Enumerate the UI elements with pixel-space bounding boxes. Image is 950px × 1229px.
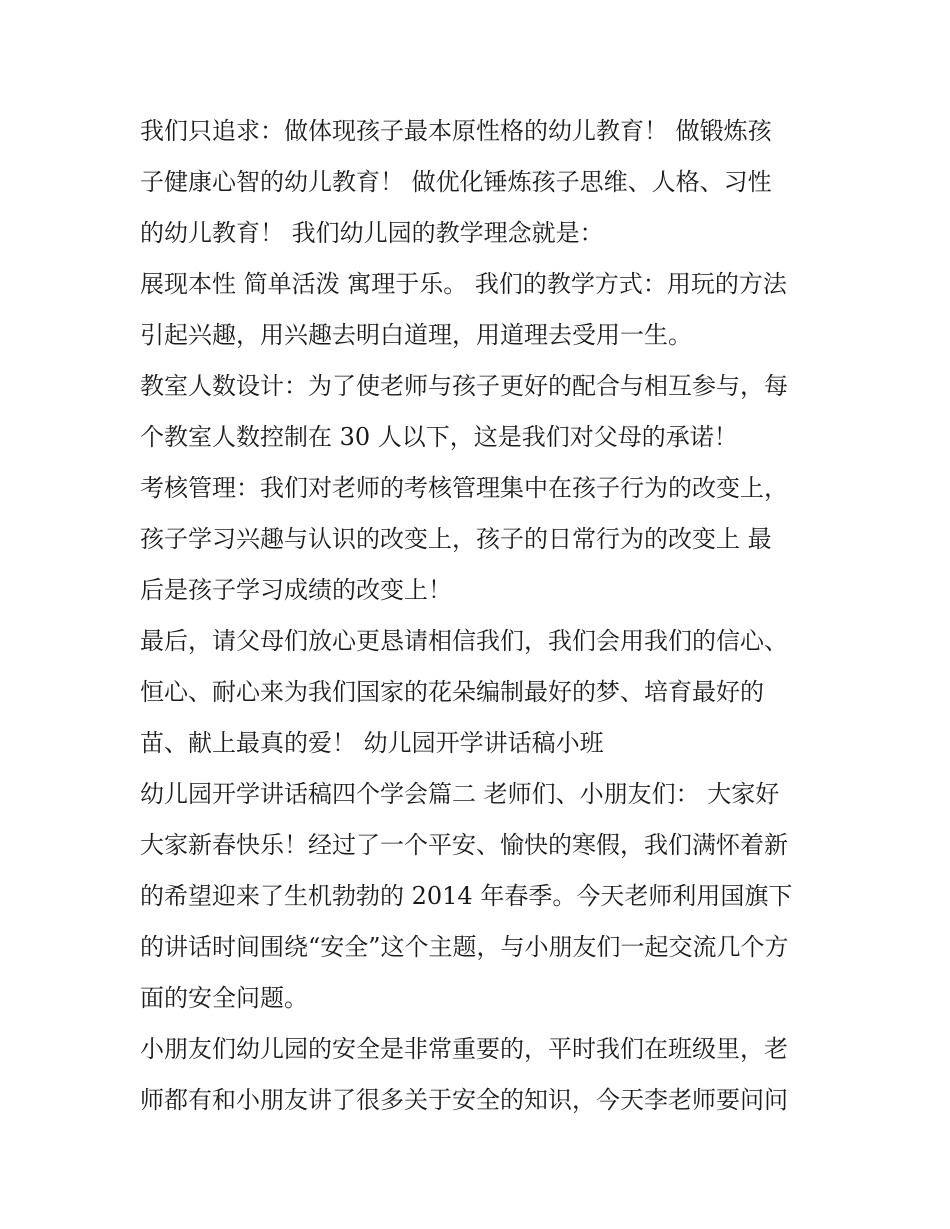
text-line: 考核管理：我们对老师的考核管理集中在孩子行为的改变上， [140, 474, 788, 502]
text-line: 的幼儿教育！ 我们幼儿园的教学理念就是： [140, 219, 604, 247]
text-line: 师都有和小朋友讲了很多关于安全的知识，今天李老师要问问 [140, 1086, 788, 1114]
text-line: 幼儿园开学讲话稿四个学会篇二 老师们、小朋友们： 大家好 [140, 780, 780, 808]
text-line: 的讲话时间围绕“安全”这个主题，与小朋友们一起交流几个方 [140, 933, 789, 961]
text-line: 大家新春快乐！经过了一个平安、愉快的寒假，我们满怀着新 [140, 831, 788, 859]
text-line: 我们只追求：做体现孩子最本原性格的幼儿教育！ 做锻炼孩 [140, 117, 772, 145]
text-line: 恒心、耐心来为我们国家的花朵编制最好的梦、培育最好的 [140, 678, 764, 706]
text-line: 孩子学习兴趣与认识的改变上，孩子的日常行为的改变上 最 [140, 525, 772, 553]
text-line: 小朋友们幼儿园的安全是非常重要的，平时我们在班级里，老 [140, 1035, 788, 1063]
text-line: 最后，请父母们放心更恳请相信我们，我们会用我们的信心、 [140, 627, 788, 655]
text-line: 苗、献上最真的爱！ 幼儿园开学讲话稿小班 [140, 729, 604, 757]
text-line: 后是孩子学习成绩的改变上！ [140, 576, 452, 604]
text-line: 的希望迎来了生机勃勃的 2014 年春季。今天老师利用国旗下 [140, 882, 793, 910]
text-line: 个教室人数控制在 30 人以下，这是我们对父母的承诺！ [140, 423, 738, 451]
text-line: 引起兴趣，用兴趣去明白道理，用道理去受用一生。 [140, 321, 692, 349]
text-line: 子健康心智的幼儿教育！ 做优化锤炼孩子思维、人格、习性 [140, 168, 772, 196]
body-text [140, 106, 830, 1126]
text-line: 面的安全问题。 [140, 984, 308, 1012]
text-line: 教室人数设计：为了使老师与孩子更好的配合与相互参与，每 [140, 372, 788, 400]
text-line: 展现本性 简单活泼 寓理于乐。 我们的教学方式：用玩的方法 [140, 270, 787, 298]
